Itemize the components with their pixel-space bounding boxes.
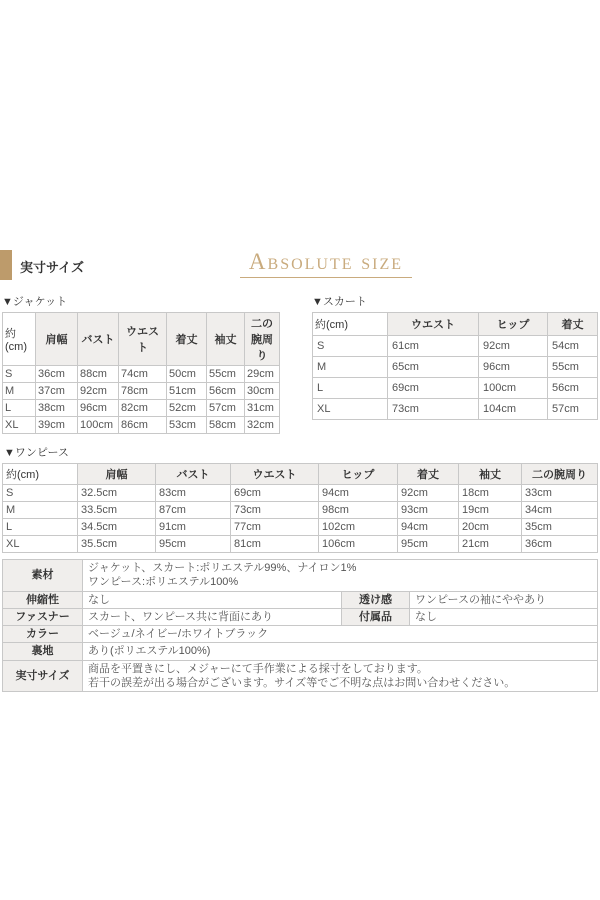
table-row [3,485,598,502]
measurement-value: 61cm [388,336,479,357]
table-row [313,399,598,420]
color-row [3,626,598,643]
skirt-section-label: ▼スカート [312,296,367,308]
measurement-value: 38cm [36,400,78,417]
unit-header: 約(cm) [3,464,78,485]
column-header: 二の腕周り [245,313,280,366]
table-row [3,417,280,434]
dress-section [0,444,600,553]
column-header: 肩幅 [36,313,78,366]
column-header: ウエスト [231,464,319,485]
size-label: XL [3,417,36,434]
sheer-label: 透け感 [342,591,410,608]
measurement-value: 92cm [479,336,548,357]
material-value [83,560,598,592]
measurement-value: 30cm [245,383,280,400]
table-row [313,378,598,399]
measurement-value: 94cm [398,519,459,536]
measurement-value: 19cm [459,502,522,519]
table-row [313,336,598,357]
measurement-value: 92cm [398,485,459,502]
accessory-value: なし [410,608,598,625]
measure-note [83,660,598,692]
table-row [3,519,598,536]
measurement-value: 57cm [548,399,598,420]
jacket-section-label: ▼ジャケット [2,296,68,308]
jacket-header-row [3,313,280,366]
size-label: S [3,366,36,383]
measurement-value: 56cm [207,383,245,400]
column-header: ウエスト [119,313,167,366]
measurement-value: 73cm [388,399,479,420]
measurement-value: 39cm [36,417,78,434]
table-row [3,383,280,400]
dress-section-label: ▼ワンピース [4,447,69,459]
table-row [3,366,280,383]
size-label: L [313,378,388,399]
size-label: XL [3,536,78,553]
size-label: M [3,502,78,519]
measurement-value: 51cm [167,383,207,400]
measurement-value: 35cm [522,519,598,536]
measurement-value: 69cm [388,378,479,399]
jacket-size-table [2,312,280,434]
measurement-value: 74cm [119,366,167,383]
measurement-value: 91cm [156,519,231,536]
measurement-value: 50cm [167,366,207,383]
column-header: ヒップ [479,313,548,336]
column-header: 袖丈 [207,313,245,366]
jacket-section [2,293,280,434]
measurement-value: 106cm [319,536,398,553]
table-row [313,357,598,378]
material-value-line1: ジャケット、スカート:ポリエステル99%、ナイロン1% [88,562,357,574]
measure-note-row [3,660,598,692]
stretch-value: なし [83,591,342,608]
measurement-value: 55cm [207,366,245,383]
measurement-value: 36cm [522,536,598,553]
table-row [3,536,598,553]
stretch-sheer-row [3,591,598,608]
measurement-value: 56cm [548,378,598,399]
skirt-size-table [312,312,598,420]
measurement-value: 21cm [459,536,522,553]
skirt-header-row [313,313,598,336]
measurement-value: 78cm [119,383,167,400]
measurement-value: 34.5cm [78,519,156,536]
column-header: 着丈 [548,313,598,336]
product-details-section [0,559,600,692]
measurement-value: 54cm [548,336,598,357]
column-header: ウエスト [388,313,479,336]
measurement-value: 73cm [231,502,319,519]
measurement-value: 95cm [398,536,459,553]
measurement-value: 29cm [245,366,280,383]
material-row [3,560,598,592]
measurement-value: 33.5cm [78,502,156,519]
measurement-value: 37cm [36,383,78,400]
measurement-value: 81cm [231,536,319,553]
size-label: L [3,519,78,536]
measurement-value: 104cm [479,399,548,420]
size-label: L [3,400,36,417]
measurement-value: 55cm [548,357,598,378]
measurement-value: 92cm [78,383,119,400]
column-header: 着丈 [167,313,207,366]
measurement-value: 86cm [119,417,167,434]
column-header: 肩幅 [78,464,156,485]
accessory-label: 付属品 [342,608,410,625]
size-label: M [3,383,36,400]
measurement-value: 34cm [522,502,598,519]
measurement-value: 32cm [245,417,280,434]
dress-header-row [3,464,598,485]
upper-tables-row [0,293,600,434]
lining-label: 裏地 [3,643,83,660]
skirt-section [312,293,598,434]
column-header: 二の腕周り [522,464,598,485]
measurement-value: 100cm [78,417,119,434]
color-value: ベージュ/ネイビー/ホワイトブラック [83,626,598,643]
measurement-value: 36cm [36,366,78,383]
size-label: S [313,336,388,357]
column-header: バスト [156,464,231,485]
measurement-value: 53cm [167,417,207,434]
product-details-table [2,559,598,692]
fastener-accessory-row [3,608,598,625]
measurement-value: 20cm [459,519,522,536]
column-header: ヒップ [319,464,398,485]
measurement-value: 93cm [398,502,459,519]
measurement-value: 31cm [245,400,280,417]
size-chart-section [0,249,600,692]
size-label: XL [313,399,388,420]
measurement-value: 35.5cm [78,536,156,553]
size-label: S [3,485,78,502]
measure-note-line1: 商品を平置きにし、メジャーにて手作業による採寸をしております。 [88,662,428,675]
measurement-value: 96cm [479,357,548,378]
column-header: バスト [78,313,119,366]
fastener-value: スカート、ワンピース共に背面にあり [83,608,342,625]
measurement-value: 65cm [388,357,479,378]
table-row [3,502,598,519]
measurement-value: 52cm [167,400,207,417]
accent-bar [0,250,12,280]
measurement-value: 32.5cm [78,485,156,502]
column-header: 袖丈 [459,464,522,485]
measurement-value: 98cm [319,502,398,519]
measure-label: 実寸サイズ [3,660,83,692]
unit-header: 約(cm) [313,313,388,336]
measurement-value: 87cm [156,502,231,519]
lining-row [3,643,598,660]
measure-note-line2: 若干の誤差が出る場合がございます。サイズ等でご不明な点はお問い合わせください。 [88,677,516,690]
measurement-value: 58cm [207,417,245,434]
measurement-value: 100cm [479,378,548,399]
fastener-label: ファスナー [3,608,83,625]
material-label: 素材 [3,560,83,592]
watermark-title: Absolute size [240,249,412,278]
lining-value: あり(ポリエステル100%) [83,643,598,660]
column-header: 着丈 [398,464,459,485]
measurement-value: 96cm [78,400,119,417]
measurement-value: 94cm [319,485,398,502]
unit-header: 約(cm) [3,313,36,366]
measurement-value: 18cm [459,485,522,502]
measurement-value: 95cm [156,536,231,553]
measurement-value: 57cm [207,400,245,417]
measurement-value: 69cm [231,485,319,502]
measurement-value: 82cm [119,400,167,417]
material-value-line2: ワンピース:ポリエステル100% [88,576,239,589]
measurement-value: 102cm [319,519,398,536]
sheer-value: ワンピースの袖にややあり [410,591,598,608]
color-label: カラー [3,626,83,643]
dress-size-table [2,463,598,553]
table-row [3,400,280,417]
measurement-value: 88cm [78,366,119,383]
section-header [0,249,600,283]
measurement-value: 77cm [231,519,319,536]
measurement-value: 33cm [522,485,598,502]
page-title: 実寸サイズ [20,260,84,275]
size-label: M [313,357,388,378]
stretch-label: 伸縮性 [3,591,83,608]
measurement-value: 83cm [156,485,231,502]
